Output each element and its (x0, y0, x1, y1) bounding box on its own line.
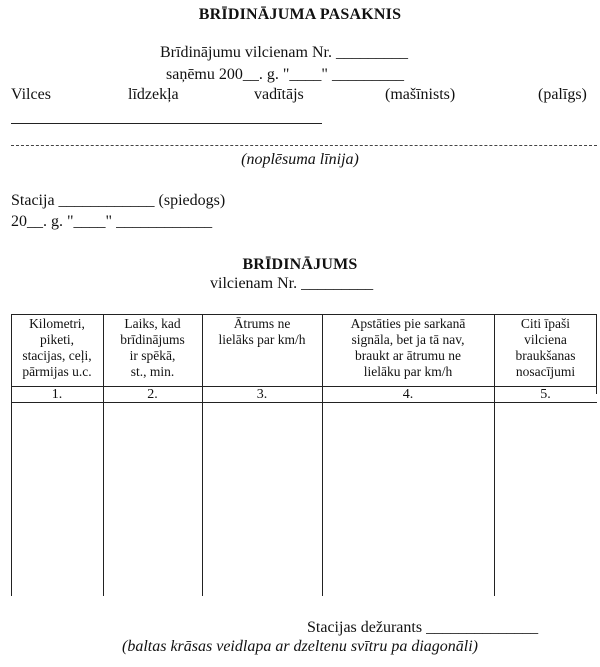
column-number: 5. (540, 387, 551, 402)
station-stamp-line: Stacija ____________ (spiedogs) (11, 192, 226, 209)
table-header-apstaties: Apstāties pie sarkanā signāla, bet ja tā nav, braukt ar ātrumu ne lielāku par km/h (350, 316, 466, 379)
received-date-line: saņēmu 200__. g. "____" _________ (166, 66, 404, 83)
column-number: 2. (147, 387, 158, 402)
driver-word-paligs: (palīgs) (538, 86, 587, 103)
table-header-kilometri: Kilometri, piketi, stacijas, ceļi, pārmijas u.c. (22, 316, 92, 379)
tear-line-label: (noplēsuma līnija) (241, 151, 359, 168)
driver-word-lidzekla: līdzekļa (128, 86, 179, 103)
driver-word-masinists: (mašīnists) (385, 86, 456, 103)
column-number: 1. (51, 387, 63, 402)
form-color-note: (baltas krāsas veidlapa ar dzeltenu svītru pa diagonāli) (122, 638, 478, 655)
driver-word-vaditajs: vadītājs (254, 86, 304, 103)
column-divider (202, 314, 203, 596)
duty-officer-signature-line: Stacijas dežurants ______________ (307, 619, 539, 636)
tear-line (11, 145, 597, 146)
column-number: 3. (256, 387, 268, 402)
warning-title: BRĪDINĀJUMS (242, 256, 358, 273)
stub-title: BRĪDINĀJUMA PASAKNIS (198, 6, 402, 23)
signature-blank-line (11, 123, 322, 124)
warning-table (11, 314, 597, 596)
station-date-line: 20__. g. "____" ____________ (11, 213, 213, 230)
driver-word-vilces: Vilces (11, 86, 51, 103)
table-border-top (11, 314, 597, 315)
table-header-atrums: Ātrums ne lielāks par km/h (218, 316, 306, 347)
table-header-laiks: Laiks, kad brīdinājums ir spēkā, st., min. (120, 316, 185, 379)
order-number-line: Brīdinājumu vilcienam Nr. _________ (160, 44, 408, 61)
column-number: 4. (402, 387, 414, 402)
table-header-citi: Citi īpaši vilciena braukšanas nosacījumi (515, 316, 576, 379)
warning-train-number: vilcienam Nr. _________ (210, 275, 374, 292)
